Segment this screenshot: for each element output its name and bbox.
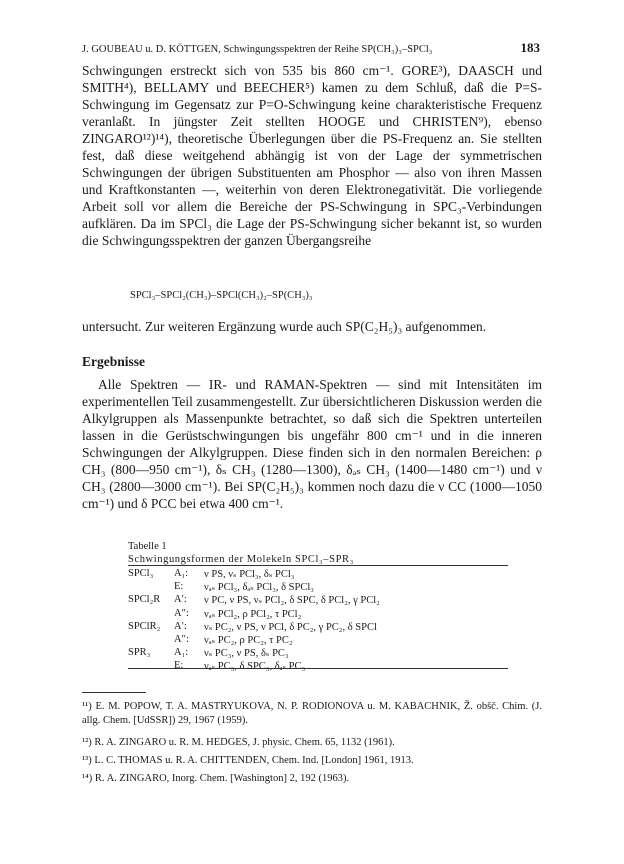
running-title: J. GOUBEAU u. D. KÖTTGEN, Schwingungsspektren der Reihe SP(CH₃)₃–SPCl₃ xyxy=(82,44,433,55)
table-row xyxy=(128,647,508,660)
symmetry-cell: E: xyxy=(174,660,184,672)
molecule-cell xyxy=(128,608,174,621)
symmetry-cell: A₁: xyxy=(174,647,189,659)
table-caption xyxy=(128,540,354,566)
modes-cell: ν PS, νₛ PCl₃, δₛ PCl₃ xyxy=(204,569,295,580)
symmetry-cell: A′: xyxy=(174,594,187,606)
paragraph-3: Alle Spektren — IR- und RAMAN-Spektren — sind mit Intensitäten im experimentellen Teil zusammengestellt. Zur übersichtlicheren Diskussion werden die Alkylgruppen als Massenpunkte betrachtet, so daß sich die Spektren unterteilen lassen in die Gerüstschwingungen bis ungefähr 800 cm⁻¹ und in die inneren Schwingungen der Alkylgruppen. Diese finden sich in den normalen Bereichen: ρ CH₃ (800—950 cm⁻¹), δₛ CH₃ (1280—1300), δₐₛ CH₃ (1400—1480 cm⁻¹) und ν CH₃ (2800—3000 cm⁻¹). Bei SP(C₂H₅)₃ kommen noch dazu die ν CC (1000—1050 cm⁻¹) und δ PCC bei etwa 400 cm⁻¹. xyxy=(82,377,542,511)
modes-cell: νₐₛ PC₃, δ SPC₃, δₐₛ PC₃ xyxy=(204,661,306,673)
footnote-13: ¹³) L. C. THOMAS u. R. A. CHITTENDEN, Chem. Ind. [London] 1961, 1913. xyxy=(82,755,414,766)
section-heading: Ergebnisse xyxy=(82,354,146,369)
molecule-cell: SPCl₃ xyxy=(128,568,154,579)
modes-cell: νₐₛ PC₂, ρ PC₂, τ PC₂ xyxy=(204,634,293,646)
table-row xyxy=(128,568,508,581)
table-rule-bottom xyxy=(128,668,508,669)
modes-cell: νₐₛ PCl₂, ρ PCl₂, τ PCl₂ xyxy=(204,608,302,620)
table-row xyxy=(128,660,508,673)
table-label: Tabelle 1 xyxy=(128,541,167,552)
footnote-14: ¹⁴) R. A. ZINGARO, Inorg. Chem. [Washington] 2, 192 (1963). xyxy=(82,773,350,784)
symmetry-cell: A″: xyxy=(174,633,189,645)
paragraph-1: Schwingungen erstreckt sich von 535 bis 860 cm⁻¹. GORE³), DAASCH und SMITH⁴), BELLAMY und BEECHER⁵) kamen zu dem Schluß, daß die P=S-Schwingung im Gegensatz zur P=O-Schwingung keine charakteristische Frequenz veranlaßt. In jüngster Zeit stellten HOOGE und CHRISTEN⁹), ebenso ZINGARO¹²)¹⁴), theoretische Überlegungen über die PS-Frequenz an. Sie stellten fest, daß diese weitgehend abhängig ist von der Lage der symmetrischen Schwingungen der übrigen Substituenten am Phosphor — also von ihren Massen und Kraftkonstanten —, weiterhin von deren Elektronegativität. Die vorliegende Arbeit soll vor allem die Bereiche der PS-Schwingung in SPC₃-Verbindungen aufklären. Da im SPCl₃ die Lage der PS-Schwingung sicher bekannt ist, so wurden die Schwingungsspektren der ganzen Übergangsreihe xyxy=(82,63,542,248)
modes-cell: νₛ PC₃, ν PS, δₛ PC₃ xyxy=(204,648,289,660)
symmetry-cell: A₁: xyxy=(174,568,189,579)
table-row xyxy=(128,608,508,621)
molecule-cell xyxy=(128,634,174,647)
symmetry-cell: A″: xyxy=(174,607,189,619)
page-number: 183 xyxy=(520,40,540,55)
molecule-cell xyxy=(128,581,174,594)
table-title: Schwingungsformen der Molekeln SPCl₃–SPR₃ xyxy=(128,554,354,565)
table-rule-top xyxy=(128,565,508,566)
table-row xyxy=(128,621,508,634)
footnote-12: ¹²) R. A. ZINGARO u. R. M. HEDGES, J. physic. Chem. 65, 1132 (1961). xyxy=(82,737,395,748)
symmetry-cell: A′: xyxy=(174,620,187,632)
symmetry-cell: E: xyxy=(174,581,184,593)
footnote-rule xyxy=(82,692,146,693)
running-header xyxy=(82,40,540,56)
modes-cell: νₐₛ PCl₃, δₐₛ PCl₃, δ SPCl₃ xyxy=(204,582,314,594)
paragraph-2: untersucht. Zur weiteren Ergänzung wurde auch SP(C₂H₅)₃ aufgenommen. xyxy=(82,319,487,334)
footnote-11: ¹¹) E. M. POPOW, T. A. MASTRYUKOVA, N. P. RODIONOVA u. M. KABACHNIK, Ž. obšč. Chim. (J. allg. Chem. [UdSSR]) 29, 1967 (1959). xyxy=(82,701,542,726)
modes-cell: νₛ PC₂, ν PS, ν PCl, δ PC₂, γ PC₂, δ SPCl xyxy=(204,621,377,633)
molecule-cell xyxy=(128,660,174,673)
molecule-cell: SPCl₂R xyxy=(128,594,161,606)
modes-cell: ν PC, ν PS, νₛ PCl₂, δ SPC, δ PCl₂, γ PCl₂ xyxy=(204,595,380,607)
molecule-cell: SPR₃ xyxy=(128,647,151,659)
compound-series: SPCl₃–SPCl₂(CH₃)–SPCl(CH₃)₂–SP(CH₃)₃ xyxy=(130,290,313,301)
table-row xyxy=(128,634,508,647)
table-row xyxy=(128,581,508,594)
vibration-table xyxy=(128,568,508,674)
table-row xyxy=(128,594,508,607)
molecule-cell: SPClR₂ xyxy=(128,620,161,632)
